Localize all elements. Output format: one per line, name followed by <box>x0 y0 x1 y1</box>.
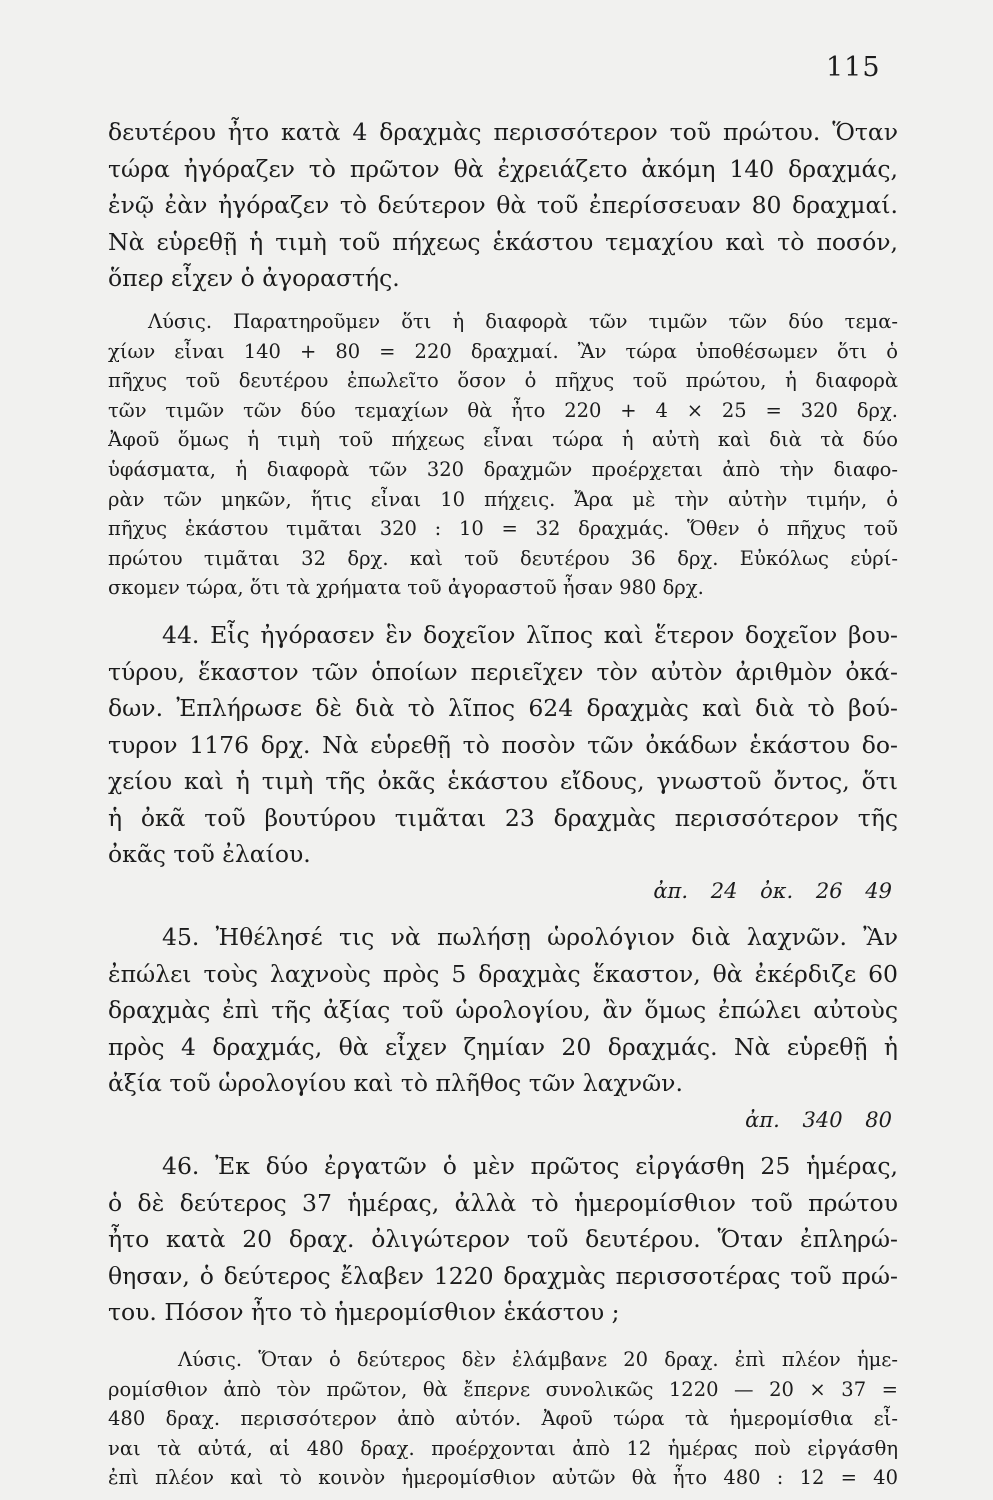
text-line: Λύσις. Παρατηροῦμεν ὅτι ἡ διαφορὰ τῶν τιμῶν τῶν δύο τεμα- <box>148 309 898 333</box>
text-line: 46. Ἐκ δύο ἐργατῶν ὁ μὲν πρῶτος εἰργάσθη 25 ἡμέρας, <box>162 1152 898 1181</box>
text-line: τῶν τιμῶν τῶν δύο τεμαχίων θὰ ἦτο 220 + 4 × 25 = 320 δρχ. <box>108 398 898 422</box>
text-line: ὁ δὲ δεύτερος 37 ἡμέρας, ἀλλὰ τὸ ἡμερομίσθιον τοῦ πρώτου <box>108 1188 898 1217</box>
text-line: ὅπερ εἶχεν ὁ ἀγοραστής. <box>108 264 400 293</box>
text-line: δευτέρου ἦτο κατὰ 4 δραχμὰς περισσότερον τοῦ πρώτου. Ὅταν <box>108 118 898 146</box>
text-line: πρώτου τιμᾶται 32 δρχ. καὶ τοῦ δευτέρου 36 δρχ. Εὐκόλως εὑρί- <box>108 546 898 570</box>
text-line: ρομίσθιον ἀπὸ τὸν πρῶτον, θὰ ἔπερνε συνολικῶς 1220 — 20 × 37 = <box>108 1377 898 1401</box>
solution-43 <box>108 307 898 603</box>
problem-45 <box>108 919 898 1102</box>
text-line: δραχμὰς ἐπὶ τῆς ἀξίας τοῦ ὡρολογίου, ἂν ὅμως ἐπώλει αὐτοὺς <box>108 996 898 1025</box>
text-line: ἐπώλει τοὺς λαχνοὺς πρὸς 5 δραχμὰς ἕκαστον, θὰ ἐκέρδιζε 60 <box>108 959 898 988</box>
text-line: δων. Ἐπλήρωσε δὲ διὰ τὸ λῖπος 624 δραχμὰς καὶ διὰ τὸ βού- <box>108 694 898 723</box>
text-line: ἀξία τοῦ ὡρολογίου καὶ τὸ πλῆθος τῶν λαχνῶν. <box>108 1069 683 1098</box>
text-line: Νὰ εὑρεθῇ ἡ τιμὴ τοῦ πήχεως ἑκάστου τεμαχίου καὶ τὸ ποσόν, <box>108 227 898 256</box>
text-line: ναι τὰ αὐτά, αἱ 480 δραχ. προέρχονται ἀπὸ 12 ἡμέρας ποὺ εἰργάσθη <box>108 1436 898 1460</box>
text-line: τύρου, ἕκαστον τῶν ὁποίων περιεῖχεν τὸν αὐτὸν ἀριθμὸν ὀκά- <box>108 657 898 686</box>
text-line: ἡ ὀκᾶ τοῦ βουτύρου τιμᾶται 23 δραχμὰς περισσότερον τῆς <box>108 803 898 832</box>
text-line: ἐπὶ πλέον καὶ τὸ κοινὸν ἡμερομίσθιον αὐτῶν θὰ ἦτο 480 : 12 = 40 <box>108 1466 898 1490</box>
text-line: σκομεν τώρα, ὅτι τὰ χρήματα τοῦ ἀγοραστοῦ ἦσαν 980 δρχ. <box>108 576 704 600</box>
text-line: ρὰν τῶν μηκῶν, ἥτις εἶναι 10 πήχεις. Ἄρα μὲ τὴν αὐτὴν τιμήν, ὁ <box>108 487 898 511</box>
answer-44: ἀπ. 24 ὀκ. 26 49 <box>653 879 892 904</box>
text-line: Ἀφοῦ ὅμως ἡ τιμὴ τοῦ πήχεως εἶναι τώρα ἡ αὐτὴ καὶ διὰ τὰ δύο <box>108 428 898 452</box>
problem-43-continuation <box>108 114 898 297</box>
text-line: ὑφάσματα, ἡ διαφορὰ τῶν 320 δραχμῶν προέρχεται ἀπὸ τὴν διαφο- <box>108 457 898 481</box>
text-line: χείου καὶ ἡ τιμὴ τῆς ὀκᾶς ἑκάστου εἴδους, γνωστοῦ ὄντος, ὅτι <box>108 767 898 796</box>
text-line: πρὸς 4 δραχμάς, θὰ εἶχεν ζημίαν 20 δραχμάς. Νὰ εὑρεθῇ ἡ <box>108 1032 898 1061</box>
text-line: χίων εἶναι 140 + 80 = 220 δραχμαί. Ἂν τώρα ὑποθέσωμεν ὅτι ὁ <box>108 339 898 363</box>
answer-45: ἀπ. 340 80 <box>745 1108 892 1133</box>
text-line: 44. Εἷς ἠγόρασεν ἓν δοχεῖον λῖπος καὶ ἕτερον δοχεῖον βου- <box>162 620 898 649</box>
page-content <box>108 114 898 1493</box>
text-line: ἦτο κατὰ 20 δραχ. ὀλιγώτερον τοῦ δευτέρου. Ὅταν ἐπληρώ- <box>108 1225 898 1254</box>
text-line: 480 δραχ. περισσότερον ἀπὸ αὐτόν. Ἀφοῦ τώρα τὰ ἡμερομίσθια εἶ- <box>108 1407 898 1431</box>
text-line: πῆχυς ἑκάστου τιμᾶται 320 : 10 = 32 δραχμάς. Ὅθεν ὁ πῆχυς τοῦ <box>108 517 898 541</box>
text-line: του. Πόσον ἦτο τὸ ἡμερομίσθιον ἑκάστου ; <box>108 1298 620 1327</box>
text-line: θησαν, ὁ δεύτερος ἔλαβεν 1220 δραχμὰς περισσοτέρας τοῦ πρώ- <box>108 1261 898 1290</box>
text-line: τώρα ἠγόραζεν τὸ πρῶτον θὰ ἐχρειάζετο ἀκόμη 140 δραχμάς, <box>108 154 898 183</box>
text-line: ὀκᾶς τοῦ ἐλαίου. <box>108 840 311 869</box>
page-number: 115 <box>826 52 881 83</box>
text-line: ἐνῷ ἐὰν ἠγόραζεν τὸ δεύτερον θὰ τοῦ ἐπερίσσευαν 80 δραχμαί. <box>108 191 898 220</box>
text-line: 45. Ἠθέλησέ τις νὰ πωλήσῃ ὡρολόγιον διὰ λαχνῶν. Ἂν <box>162 923 898 952</box>
solution-46 <box>108 1345 898 1493</box>
problem-44 <box>108 617 898 873</box>
text-line: Λύσις. Ὅταν ὁ δεύτερος δὲν ἐλάμβανε 20 δραχ. ἐπὶ πλέον ἡμε- <box>178 1348 898 1371</box>
text-line: τυρον 1176 δρχ. Νὰ εὑρεθῇ τὸ ποσὸν τῶν ὀκάδων ἑκάστου δο- <box>108 730 898 759</box>
problem-46 <box>108 1148 898 1331</box>
text-line: πῆχυς τοῦ δευτέρου ἐπωλεῖτο ὅσον ὁ πῆχυς τοῦ πρώτου, ἡ διαφορὰ <box>108 369 898 393</box>
